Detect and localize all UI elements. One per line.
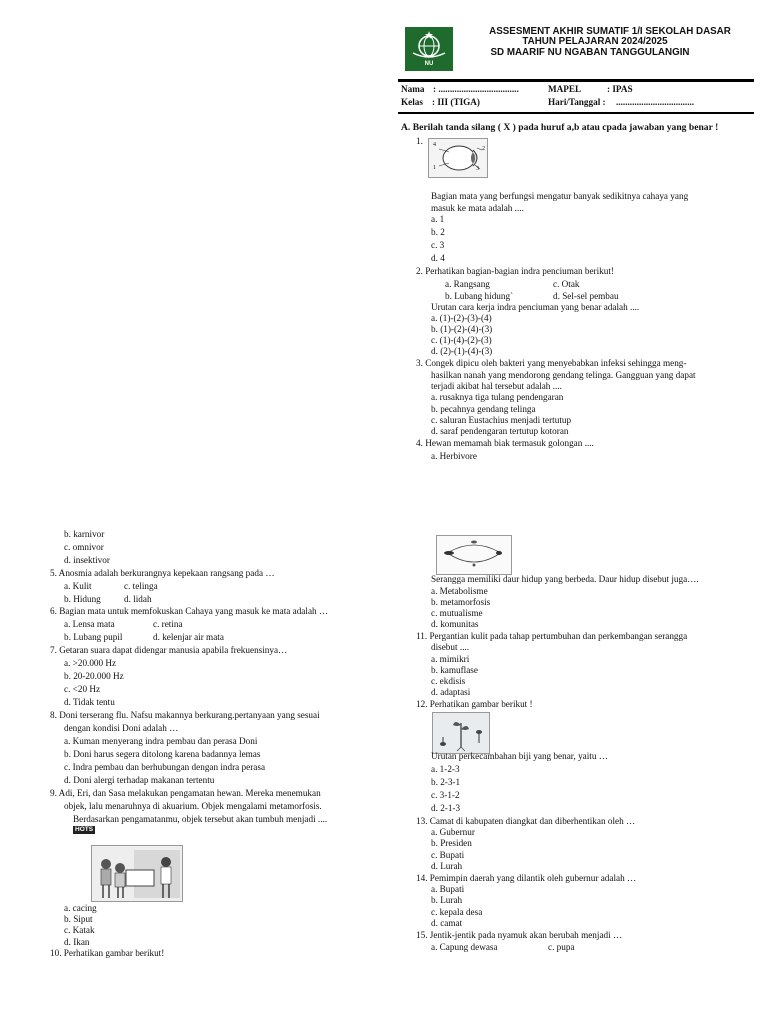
q9-line1: 9. Adi, Eri, dan Sasa melakukan pengamatan hewan. Mereka menemukan — [50, 788, 321, 798]
nama-value: : ................................... — [433, 84, 519, 94]
q2-part-d: d. Sel-sel pembau — [553, 291, 619, 301]
hari-label: Hari/Tanggal : — [548, 97, 606, 107]
q4-option-a[interactable]: a. Herbivore — [431, 451, 477, 461]
q2-part-b: b. Lubang hidung` — [445, 291, 514, 301]
q7-option-c[interactable]: c. <20 Hz — [64, 684, 101, 694]
q8-line1: 8. Doni terserang flu. Nafsu makannya berkurang.pertanyaan yang sesuai — [50, 710, 320, 720]
q11-line2: disebut .... — [431, 642, 470, 652]
q1-option-d[interactable]: d. 4 — [431, 253, 445, 263]
school-year: TAHUN PELAJARAN 2024/2025 — [522, 36, 668, 47]
q11-option-a[interactable]: a. mimikri — [431, 654, 470, 664]
q11-option-b[interactable]: b. kamuflase — [431, 665, 478, 675]
section-a-instruction: A. Berilah tanda silang ( X ) pada huruf a,b atau cpada jawaban yang benar ! — [401, 122, 719, 133]
q5-option-d[interactable]: d. lidah — [124, 594, 152, 604]
q4-question: 4. Hewan memamah biak termasuk golongan .... — [416, 438, 594, 448]
q15-option-a[interactable]: a. Capung dewasa — [431, 942, 498, 952]
q6-option-a[interactable]: a. Lensa mata — [64, 619, 115, 629]
q1-option-c[interactable]: c. 3 — [431, 240, 445, 250]
header-rule-thin — [398, 112, 754, 114]
q8-option-b[interactable]: b. Doni harus segera ditolong karena badannya lemas — [64, 749, 261, 759]
q11-option-c[interactable]: c. ekdisis — [431, 676, 466, 686]
q2-option-d[interactable]: d. (2)-(1)-(4)-(3) — [431, 346, 493, 356]
q13-option-b[interactable]: b. Presiden — [431, 838, 472, 848]
q13-option-a[interactable]: a. Gubernur — [431, 827, 475, 837]
q11-option-d[interactable]: d. adaptasi — [431, 687, 471, 697]
q3-line1: 3. Congek dipicu oleh bakteri yang menyebabkan infeksi sehingga meng- — [416, 358, 687, 368]
q6-option-b[interactable]: b. Lubang pupil — [64, 632, 123, 642]
insect-lifecycle-figure — [436, 535, 512, 575]
germination-icon — [433, 713, 489, 753]
q10-question: 10. Perhatikan gambar berikut! — [50, 948, 165, 958]
q14-question: 14. Pemimpin daerah yang dilantik oleh gubernur adalah … — [416, 873, 637, 883]
q6-option-c[interactable]: c. retina — [153, 619, 183, 629]
q2-option-b[interactable]: b. (1)-(2)-(4)-(3) — [431, 324, 493, 334]
q7-option-b[interactable]: b. 20-20.000 Hz — [64, 671, 124, 681]
school-name: SD MAARIF NU NGABAN TANGGULANGIN — [490, 47, 690, 58]
q1-option-b[interactable]: b. 2 — [431, 227, 445, 237]
q3-option-a[interactable]: a. rusaknya tiga tulang pendengaran — [431, 392, 564, 402]
eye-label-4: 4 — [433, 142, 436, 148]
q1-number: 1. — [416, 136, 423, 146]
exam-title: ASSESMENT AKHIR SUMATIF 1/I SEKOLAH DASAR — [489, 26, 731, 37]
kelas-value: : III (TIGA) — [432, 97, 480, 107]
q2-option-c[interactable]: c. (1)-(4)-(2)-(3) — [431, 335, 492, 345]
q12-option-a[interactable]: a. 1-2-3 — [431, 764, 460, 774]
observation-figure — [91, 845, 183, 902]
seed-germination-figure — [432, 712, 490, 754]
eye-label-2: 2 — [482, 146, 485, 152]
mapel-label: MAPEL — [548, 84, 582, 94]
q1-text-line2: masuk ke mata adalah .... — [431, 203, 524, 213]
q4-option-d[interactable]: d. insektivor — [64, 555, 110, 565]
q9-line3: Berdasarkan pengamatanmu, objek tersebut akan tumbuh menjadi .... — [73, 814, 328, 824]
q4-option-c[interactable]: c. omnivor — [64, 542, 104, 552]
q10-option-c[interactable]: c. mutualisme — [431, 608, 483, 618]
header-rule-thick — [398, 79, 754, 82]
q13-question: 13. Camat di kabupaten diangkat dan diberhentikan oleh … — [416, 816, 636, 826]
q10-option-b[interactable]: b. metamorfosis — [431, 597, 491, 607]
q9-option-b[interactable]: b. Siput — [64, 914, 93, 924]
hari-value: .................................. — [616, 97, 695, 107]
q12-option-b[interactable]: b. 2-3-1 — [431, 777, 461, 787]
q10-option-a[interactable]: a. Metabolisme — [431, 586, 488, 596]
lifecycle-diagram-icon — [437, 536, 511, 574]
q12-prompt: Urutan perkecambahan biji yang benar, yaitu … — [431, 751, 608, 761]
q6-option-d[interactable]: d. kelenjar air mata — [153, 632, 224, 642]
q3-option-b[interactable]: b. pecahnya gendang telinga — [431, 404, 536, 414]
q15-question: 15. Jentik-jentik pada nyamuk akan berubah menjadi … — [416, 930, 623, 940]
eye-figure — [428, 138, 488, 178]
q12-option-c[interactable]: c. 3-1-2 — [431, 790, 460, 800]
q3-option-c[interactable]: c. saluran Eustachius menjadi tertutup — [431, 415, 572, 425]
q3-line2: hasilkan nanah yang mendorong gendang telinga. Gangguan yang dapat — [431, 370, 696, 380]
eye-label-3: 3 — [476, 166, 479, 172]
q10-option-d[interactable]: d. komunitas — [431, 619, 479, 629]
q12-question: 12. Perhatikan gambar berikut ! — [416, 699, 533, 709]
q8-option-c[interactable]: c. Indra pembau dan berhubungan dengan indra perasa — [64, 762, 266, 772]
q2-part-c: c. Otak — [553, 279, 580, 289]
q8-option-d[interactable]: d. Doni alergi terhadap makanan tertentu — [64, 775, 215, 785]
q15-option-c[interactable]: c. pupa — [548, 942, 575, 952]
q9-line2: objek, lalu menaruhnya di akuarium. Objek mengalami metamorfosis. — [64, 801, 322, 811]
children-aquarium-icon — [92, 846, 182, 901]
q13-option-d[interactable]: d. Lurah — [431, 861, 463, 871]
q8-option-a[interactable]: a. Kuman menyerang indra pembau dan perasa Doni — [64, 736, 258, 746]
kelas-label: Kelas — [401, 97, 423, 107]
mapel-value: : IPAS — [607, 84, 633, 94]
q1-option-a[interactable]: a. 1 — [431, 214, 445, 224]
q7-option-a[interactable]: a. >20.000 Hz — [64, 658, 117, 668]
q2-part-a: a. Rangsang — [445, 279, 490, 289]
q14-option-a[interactable]: a. Bupati — [431, 884, 465, 894]
q3-line3: terjadi akibat hal tersebut adalah .... — [431, 381, 562, 391]
q14-option-d[interactable]: d. camat — [431, 918, 463, 928]
q11-line1: 11. Pergantian kulit pada tahap pertumbuhan dan perkembangan serangga — [416, 631, 688, 641]
nama-label: Nama — [401, 84, 425, 94]
q2-prompt: Urutan cara kerja indra penciuman yang benar adalah .... — [431, 302, 640, 312]
q7-question: 7. Getaran suara dapat didengar manusia apabila frekuensinya… — [50, 645, 288, 655]
q10-text: Serangga memiliki daur hidup yang berbeda. Daur hidup disebut juga…. — [431, 574, 699, 584]
q5-option-b[interactable]: b. Hidung — [64, 594, 101, 604]
q5-question: 5. Anosmia adalah berkurangnya kepekaan rangsang pada … — [50, 568, 275, 578]
q1-text-line1: Bagian mata yang berfungsi mengatur banyak sedikitnya cahaya yang — [431, 191, 689, 201]
q3-option-d[interactable]: d. saraf pendengaran tertutup kotoran — [431, 426, 569, 436]
q4-option-b[interactable]: b. karnivor — [64, 529, 105, 539]
q8-line2: dengan kondisi Doni adalah … — [64, 723, 179, 733]
q6-question: 6. Bagian mata untuk memfokuskan Cahaya yang masuk ke mata adalah … — [50, 606, 329, 616]
hots-badge: HOTS — [75, 826, 94, 833]
q2-option-a[interactable]: a. (1)-(2)-(3)-(4) — [431, 313, 492, 323]
q5-option-a[interactable]: a. Kulit — [64, 581, 92, 591]
eye-label-1: 1 — [433, 165, 436, 171]
q12-option-d[interactable]: d. 2-1-3 — [431, 803, 461, 813]
q2-question: 2. Perhatikan bagian-bagian indra penciuman berikut! — [416, 266, 614, 276]
q7-option-d[interactable]: d. Tidak tentu — [64, 697, 115, 707]
q14-option-b[interactable]: b. Lurah — [431, 895, 463, 905]
logo-caption: NU — [424, 61, 434, 67]
school-logo — [405, 27, 453, 71]
q9-option-c[interactable]: c. Katak — [64, 925, 95, 935]
q13-option-c[interactable]: c. Bupati — [431, 850, 465, 860]
q9-option-d[interactable]: d. Ikan — [64, 937, 90, 947]
q14-option-c[interactable]: c. kepala desa — [431, 907, 483, 917]
q9-option-a[interactable]: a. cacing — [64, 903, 97, 913]
q5-option-c[interactable]: c. telinga — [124, 581, 158, 591]
